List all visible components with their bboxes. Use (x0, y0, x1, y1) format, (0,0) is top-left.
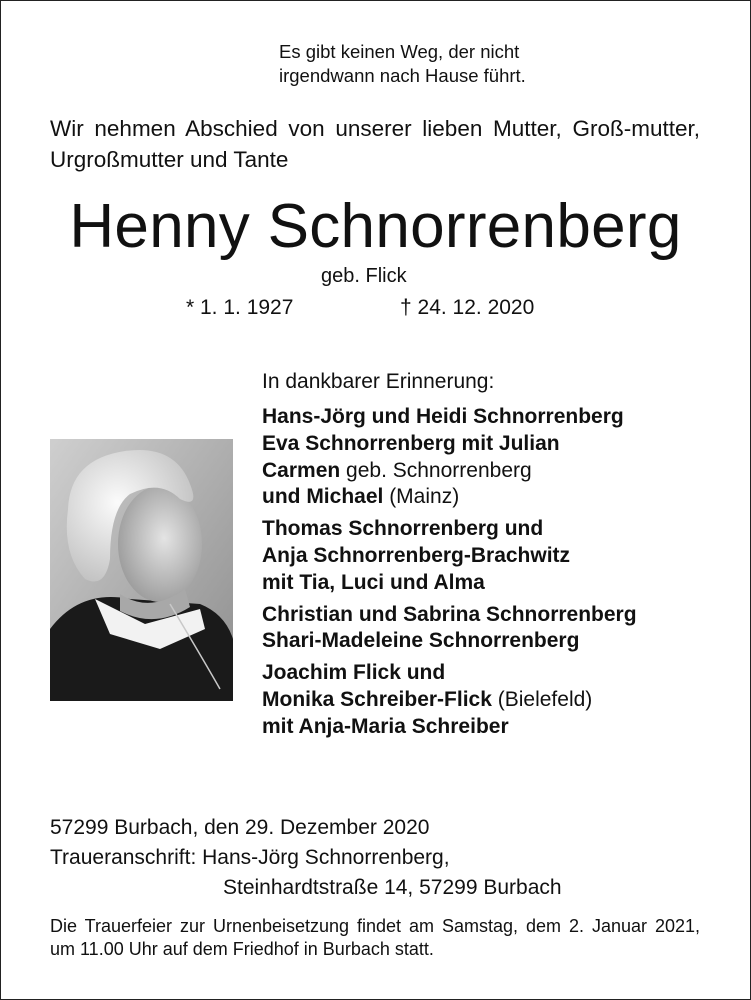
intro-text: Wir nehmen Abschied von unserer lieben Mutter, Groß-mutter, Urgroßmutter und Tante (50, 116, 700, 172)
mourner-detail: geb. Schnorrenberg (340, 458, 532, 482)
birth-name: geb. Flick (321, 265, 407, 287)
mourner-line (262, 516, 637, 543)
mourner-detail: (Mainz) (383, 485, 460, 509)
mourner-name: mit Anja-Maria Schreiber (262, 714, 509, 738)
mourner-line (262, 687, 637, 714)
mourner-name: Monika Schreiber-Flick (262, 687, 492, 711)
mourner-line (262, 484, 637, 511)
mourner-line (262, 431, 637, 458)
mourner-group (262, 516, 637, 596)
ceremony-note: Die Trauerfeier zur Urnenbeisetzung findet am Samstag, dem 2. Januar 2021, um 11.00 Uhr auf dem Friedhof in Burbach statt. (50, 916, 700, 959)
mourner-line (262, 570, 637, 597)
mourner-name: Eva Schnorrenberg mit Julian (262, 431, 560, 455)
mourner-name: Shari-Madeleine Schnorrenberg (262, 629, 580, 653)
mourner-group (262, 404, 637, 511)
mourning-address-line-2: Steinhardtstraße 14, 57299 Burbach (223, 876, 562, 899)
portrait-photo (50, 439, 233, 701)
mourners-heading: In dankbarer Erinnerung: (262, 370, 495, 393)
mourner-line (262, 404, 637, 431)
mourner-name: Anja Schnorrenberg-Brachwitz (262, 543, 571, 567)
mourner-line (262, 660, 637, 687)
mourner-group (262, 660, 637, 740)
mourner-group (262, 602, 637, 656)
mourner-name: Christian und Sabrina Schnorrenberg (262, 602, 637, 626)
mourner-name: mit Tia, Luci und Alma (262, 570, 485, 594)
mourner-detail: (Bielefeld) (491, 687, 593, 711)
birth-date: * 1. 1. 1927 (186, 296, 294, 319)
motto (279, 40, 526, 88)
motto-line-2: irgendwann nach Hause führt. (279, 65, 526, 86)
mourner-name: Joachim Flick und (262, 661, 446, 685)
mourner-line (262, 458, 637, 485)
mourner-line (262, 714, 637, 741)
mourning-address-line-1: Traueranschrift: Hans-Jörg Schnorrenberg, (50, 846, 450, 869)
mourners-list (262, 404, 637, 746)
mourner-name: Hans-Jörg und Heidi Schnorrenberg (262, 405, 624, 428)
death-date: † 24. 12. 2020 (400, 296, 535, 319)
mourner-line (262, 602, 637, 629)
mourner-line (262, 628, 637, 655)
mourner-line (262, 543, 637, 570)
motto-line-1: Es gibt keinen Weg, der nicht (279, 41, 520, 62)
mourner-name: Thomas Schnorrenberg und (262, 517, 544, 541)
deceased-name: Henny Schnorrenberg (69, 192, 682, 261)
mourner-name: Carmen (262, 458, 341, 482)
place-date: 57299 Burbach, den 29. Dezember 2020 (50, 816, 430, 839)
mourner-name: und Michael (262, 485, 384, 509)
